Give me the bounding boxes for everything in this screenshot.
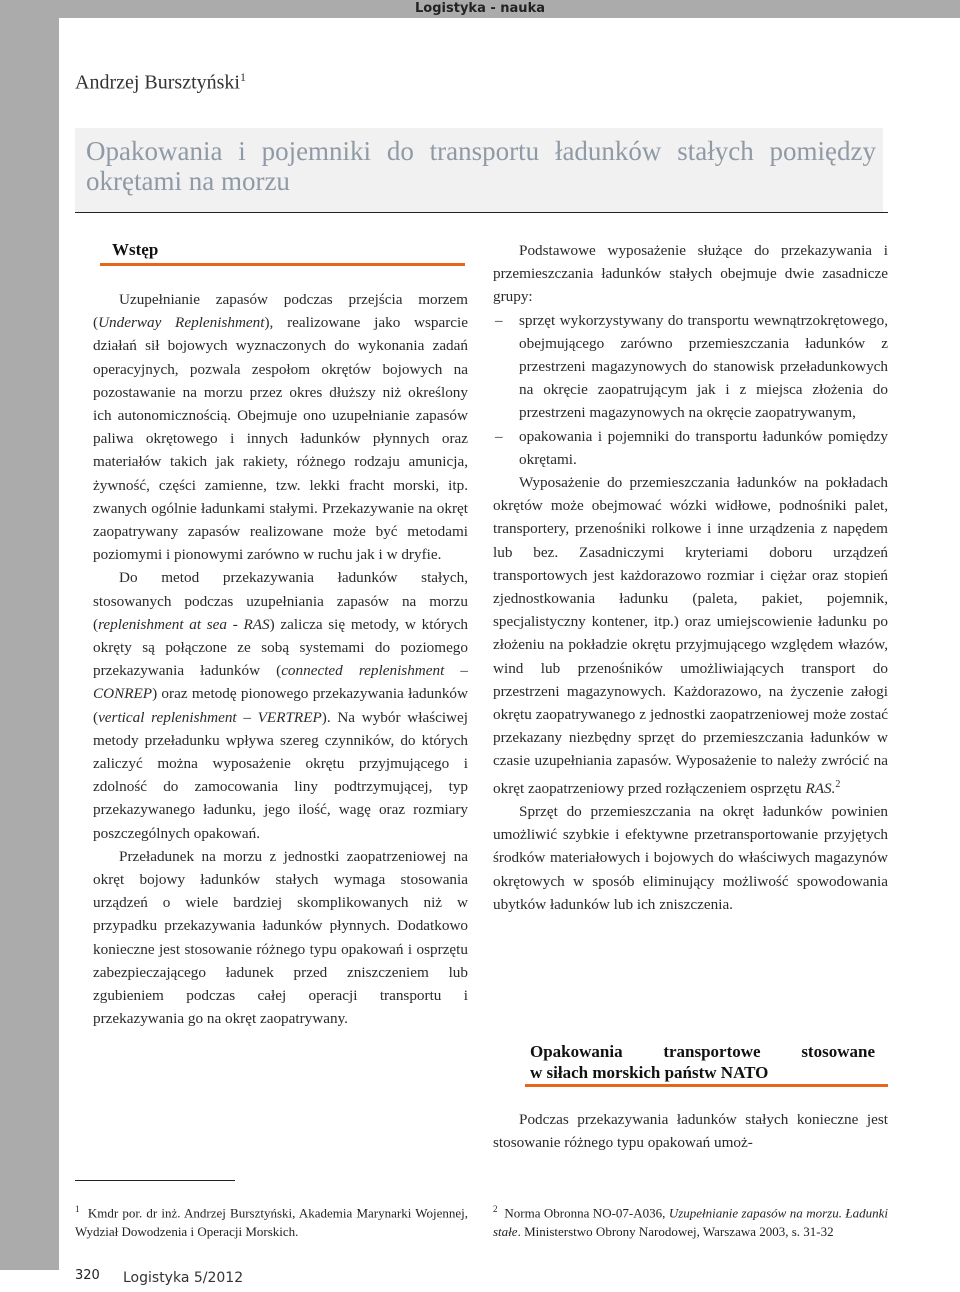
footnote-rule [75,1180,235,1181]
footnote-2 [493,1200,888,1241]
intro-paragraph-1: Uzupełnianie zapasów podczas przejścia morzem (Underway Replenishment), realizowane jako wsparcie działań sił bojowych wyznaczonych do wykonania zadań operacyjnych, pozwala zespołom okrętów bojowych na pozostawanie na morzu przez okres dłuższy niż określony ich autonomicznością. Obejmuje ono uzupełnianie zapasów paliwa okrętowego i innych ładunków płynnych oraz materiałów takich jak rakiety, różnego rodzaju amunicja, żywność, części zamienne, tzw. lekki fracht morski, itp. zwanych ogólnie ładunkami stałymi. Przekazywanie na okręt zaopatrywany zapasów realizowane może być metodami poziomymi i pionowymi zarówno w ruchu jak i w dryfie. [93,291,468,564]
article-title: Opakowania i pojemniki do transportu ładunków stałych pomiędzy okrętami na morzu [86,136,876,196]
footnote-1-number: 1 [75,1204,80,1214]
right-paragraph-2: Wyposażenie do przemieszczania ładunków na pokładach okrętów może obejmować wózki widłowe, podnośniki palet, transportery, przenośniki rolkowe i inne urządzenia z napędem lub bez. Zasadniczymi kryteriami doboru urządzeń transportowych jest każdorazowo rozmiar i ciężar oraz stopień zjednostkowania ładunku (paleta, pakiet, pojemnik, specjalistyczny kontener, itp.) oraz umiejscowienie ładunku po złożeniu na pokładzie okrętu przyjmującego względem włazów, wind lub przenośników umożliwiających transport do przestrzeni magazynowych. Każdorazowo, na życzenie załogi okrętu zaopatrywanego z jednostki zaopatrzeniowej może zostać przekazany niezbędny sprzęt do przemieszczania ładunków w czasie uzupełniania zapasów. Wyposażenie to należy zwrócić na okręt zaopatrzeniowy przed rozłączeniem osprzętu RAS.$^2$ [493,474,888,797]
author-name: Andrzej Bursztyński [75,71,240,94]
list-item [493,425,888,471]
author-note-ref: 1 [239,70,246,84]
right-paragraph-1: Podstawowe wyposażenie służące do przekazywania i przemieszczania ładunków stałych obejmuje dwie zasadnicze grupy: [493,242,888,306]
title-rule [75,212,888,213]
left-column [93,288,468,1031]
list-item-text: sprzęt wykorzystywany do transportu wewnątrzokrętowego, obejmującego zarówno przemieszczania ładunków z przestrzeni magazynowych do stanowisk przeładunkowych na okręcie zaopatrującym jak i z miejsca złożenia do przestrzeni magazynowych na okręcie zaopatrywanym, [519,311,888,422]
left-margin-strip [0,18,59,1270]
dash-marker: – [495,427,503,445]
nato-heading [530,1041,875,1083]
header-bar [0,0,960,18]
footnote-1-text: Kmdr por. dr inż. Andrzej Bursztyński, Akademia Marynarki Wojennej, Wydział Dowodzenia i Operacji Morskich. [75,1205,469,1239]
list-item [493,309,888,425]
nato-heading-line-1: Opakowania transportowe stosowane [530,1042,875,1061]
right-paragraph-4: Podczas przekazywania ładunków stałych konieczne jest stosowanie różnego typu opakowań umoż- [493,1111,888,1152]
journal-name: Logistyka 5/2012 [123,1270,244,1286]
intro-heading: Wstęp [112,240,159,259]
dash-marker: – [495,311,503,329]
nato-heading-underline [525,1084,888,1087]
equipment-list [493,309,888,471]
author-line [75,70,246,95]
footnote-2-text: Norma Obronna NO-07-A036, Uzupełnianie zapasów na morzu. Ładunki stałe. Ministerstwo Obrony Narodowej, Warszawa 2003, s. 31-32 [493,1205,889,1239]
right-column [493,239,888,916]
footnote-1 [75,1200,468,1241]
intro-paragraph-3: Przeładunek na morzu z jednostki zaopatrzeniowej na okręt bojowy ładunków stałych wymaga stosowania urządzeń o wiele bardziej skomplikowanych niż w przypadku przekazywania ładunków płynnych. Dodatkowo konieczne jest stosowanie różnego typu opakowań i osprzętu zabezpieczającego ładunek przed zniszczeniem lub zgubieniem podczas całej operacji transportu i przekazywania go na okręt zaopatrywany. [93,847,468,1028]
footnote-2-number: 2 [493,1204,498,1214]
intro-heading-underline [100,263,465,266]
intro-paragraph-2: Do metod przekazywania ładunków stałych, stosowanych podczas uzupełniania zapasów na morzu (replenishment at sea - RAS) zalicza się metody, w których okręty są połączone ze sobą systemami do poziomego przekazywania ładunków (connected replenishment – CONREP) oraz metodę pionowego przekazywania ładunków (vertical replenishment – VERTREP). Na wybór właściwej metody przeładunku wpływa szereg czynników, do których zaliczyć można wyposażenie okrętu przyjmującego i zdolność do zamocowania liny podtrzymującej, typ przekazywanego ładunku, jego ilość, wagę oraz rozmiary poszczególnych opakowań. [93,569,468,842]
right-paragraph-3: Sprzęt do przemieszczania na okręt ładunków powinien umożliwić szybkie i efektywne przetransportowanie przyjętych środków materiałowych i bojowych do właściwych magazynów okrętowych w sposób eliminujący możliwość spowodowania ubytków ładunków lub ich zniszczenia. [493,802,888,913]
running-header: Logistyka - nauka [415,1,545,16]
page-number: 320 [75,1268,100,1283]
right-column-continued [493,1108,888,1154]
nato-heading-line-2: w siłach morskich państw NATO [530,1063,769,1082]
list-item-text: opakowania i pojemniki do transportu ładunków pomiędzy okrętami. [519,427,888,468]
